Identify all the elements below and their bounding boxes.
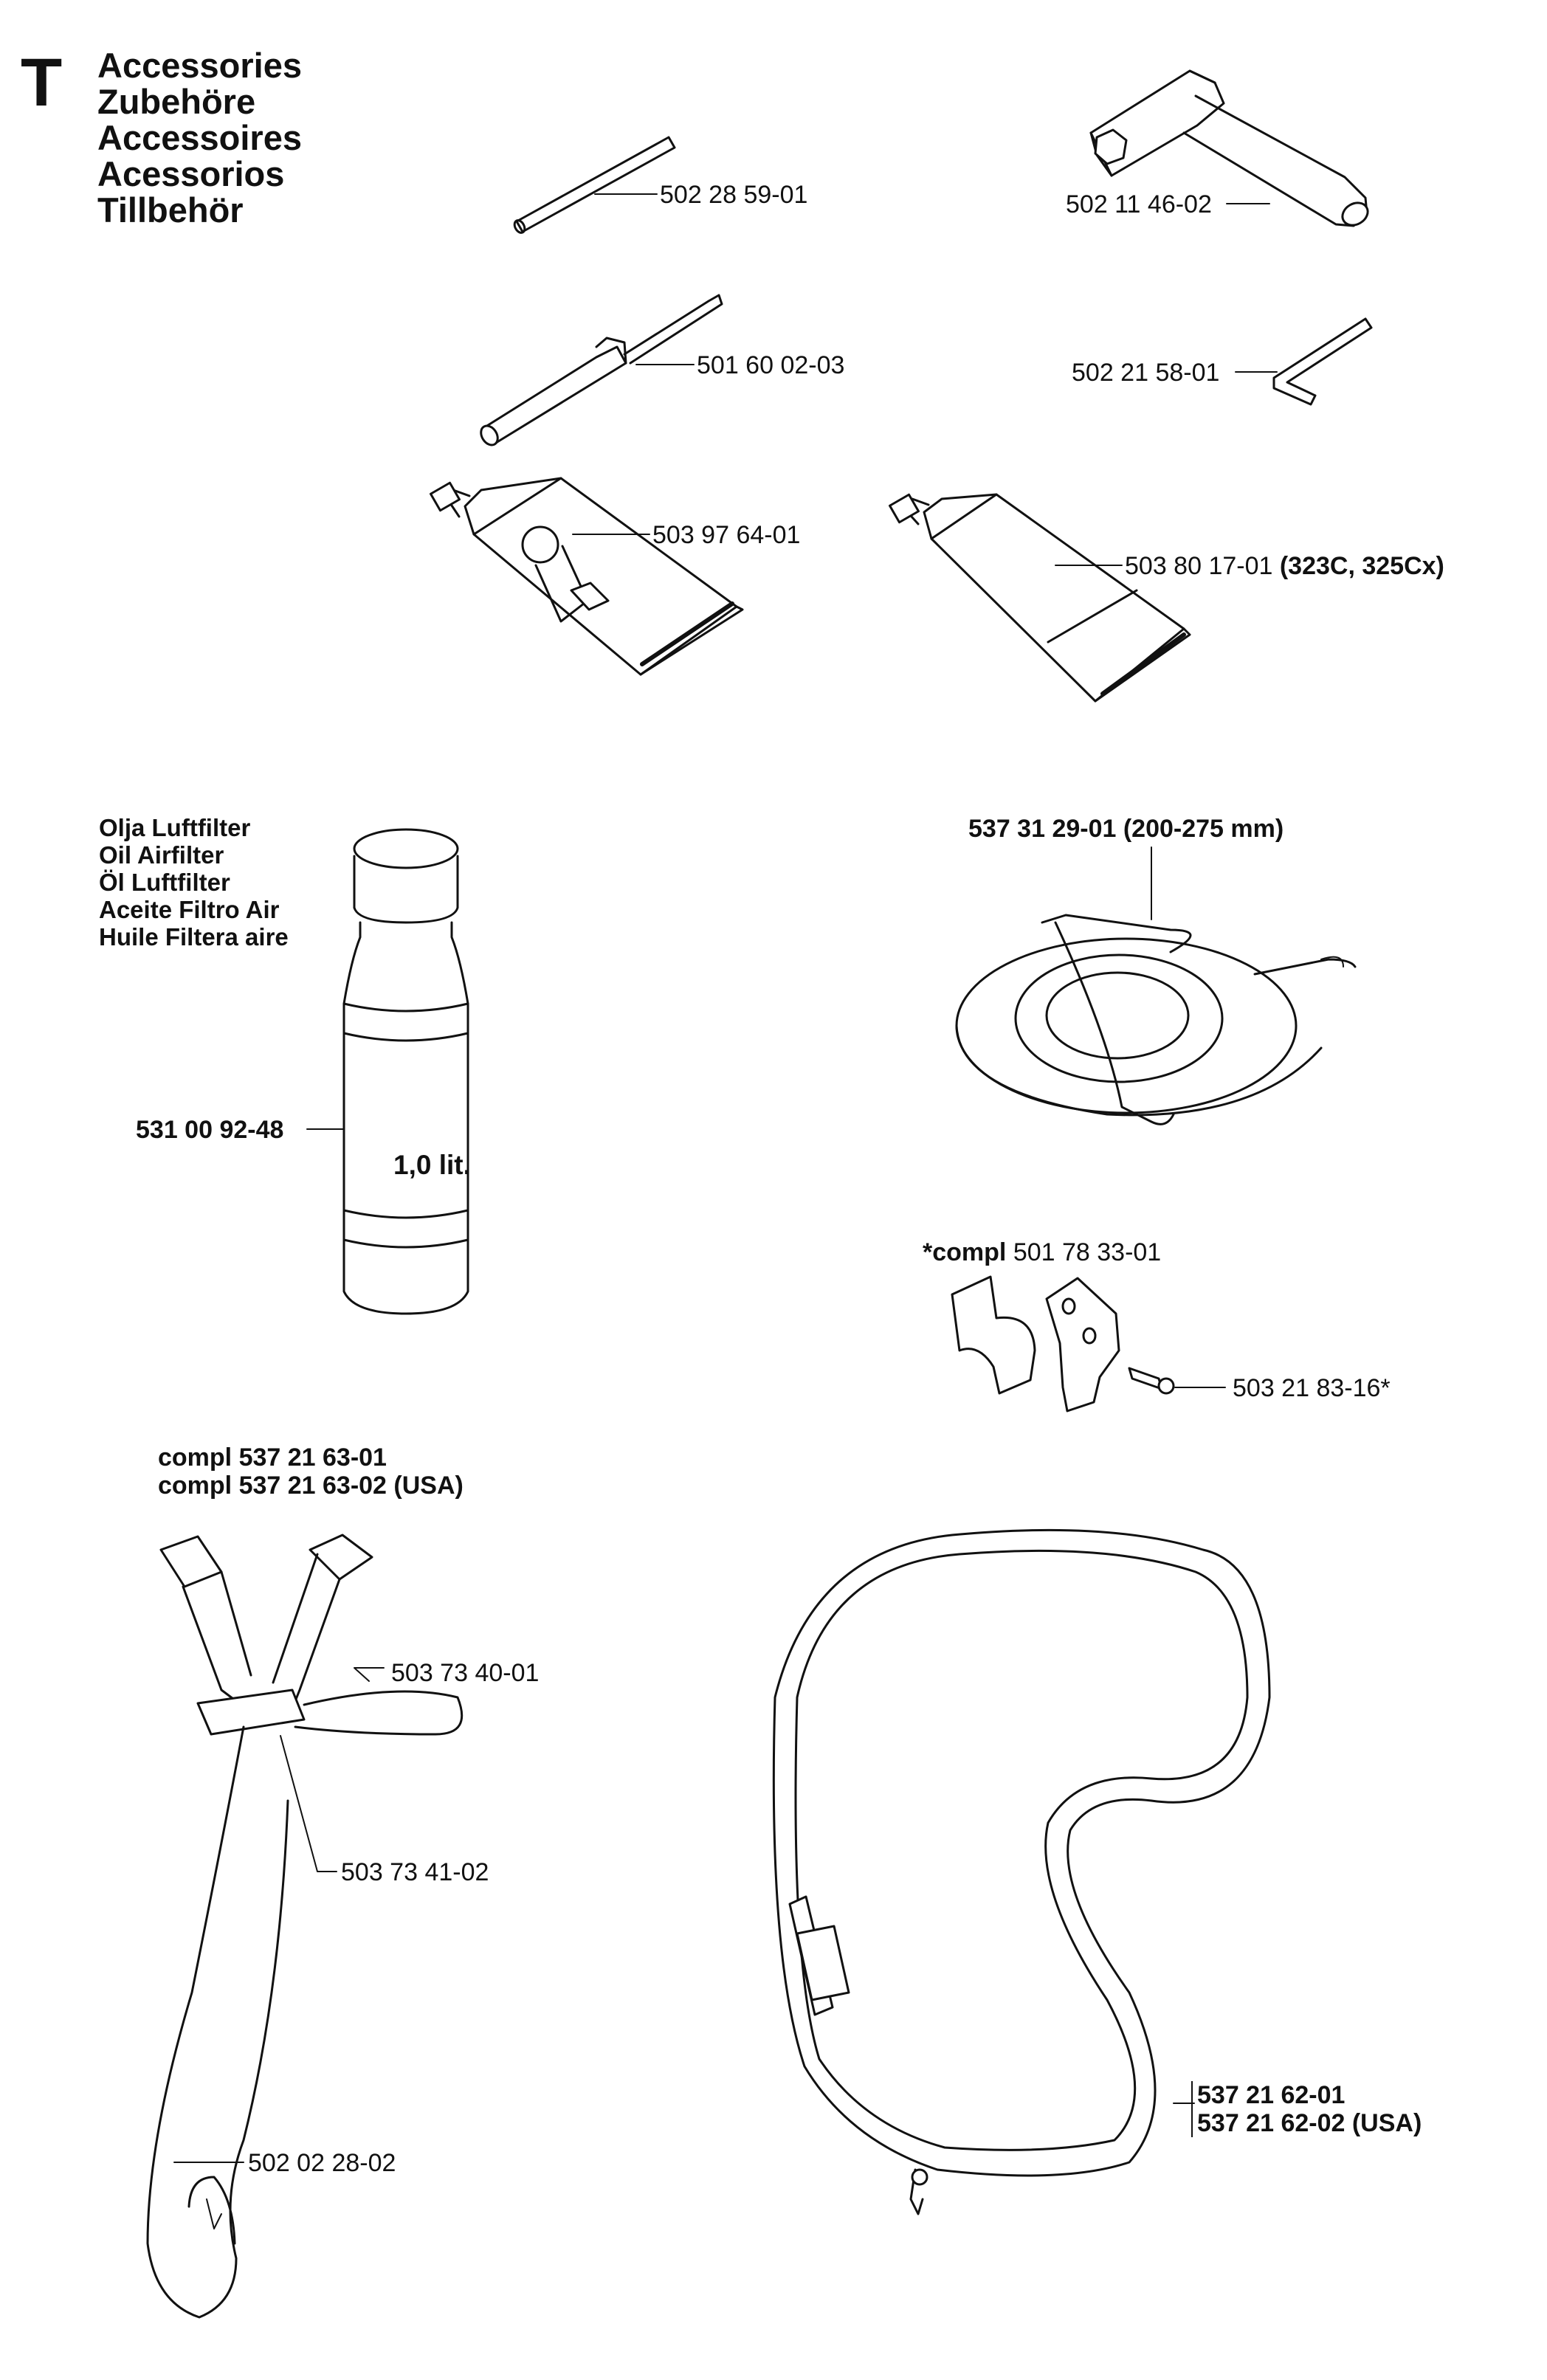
screwdriver-drawing [478,295,722,448]
part-number-p10: 503 21 83-16* [1233,1374,1391,1402]
section-letter: T [21,45,63,120]
harness-part-numbers [158,1443,464,1500]
title-en: Accessories [97,46,302,85]
rod-drawing [512,137,675,235]
part-number-p1: 502 28 59-01 [660,181,808,209]
oil-titles [99,814,289,951]
part-number-p11-line1: compl 537 21 63-01 [158,1443,387,1472]
part-number-p6-num: 503 80 17-01 [1125,552,1273,580]
title-de: Zubehöre [97,82,256,121]
leader-p12 [354,1668,384,1681]
page-titles [97,47,302,228]
part-number-p15-line2: 537 21 62-02 (USA) [1197,2109,1422,2137]
oil-bottle-drawing [344,829,468,1314]
part-number-p8: 531 00 92-48 [136,1116,284,1144]
part-number-p6-note: (323C, 325Cx) [1279,552,1444,580]
grease-tube-drawing [431,478,743,675]
grease-tube-drawing-2 [890,494,1190,701]
clamp-kit-drawing [952,1277,1174,1411]
harness-drawing [148,1535,462,2317]
trimmer-guard-drawing [957,915,1355,1124]
part-number-p14: 502 02 28-02 [248,2149,396,2177]
title-es: Acessorios [97,154,285,193]
leader-p13 [280,1736,337,1872]
part-number-p12: 503 73 40-01 [391,1659,540,1687]
part-number-p5: 503 97 64-01 [652,521,801,549]
oil-title-fr: Huile Filtera aire [99,923,289,951]
part-number-p13: 503 73 41-02 [341,1858,489,1886]
part-number-p3: 501 60 02-03 [697,351,845,379]
oil-title-de: Öl Luftfilter [99,869,230,896]
part-number-p6 [1125,553,1444,579]
hex-key-drawing [1274,319,1371,404]
part-number-p15-line1: 537 21 62-01 [1197,2081,1346,2109]
part-number-p11-line2: compl 537 21 63-02 (USA) [158,1472,464,1500]
strap-part-numbers [1191,2081,1422,2137]
title-fr: Accessoires [97,118,302,157]
part-number-p9-prefix: *compl [923,1238,1007,1266]
title-sv: Tillbehör [97,190,244,230]
oil-title-es: Aceite Filtro Air [99,896,280,923]
part-number-p4: 502 21 58-01 [1072,359,1220,387]
bottle-volume-label: 1,0 lit. [393,1150,471,1180]
oil-title-sv: Olja Luftfilter [99,814,251,841]
part-number-p9 [923,1240,1161,1265]
part-number-p9-num: 501 78 33-01 [1013,1238,1162,1266]
part-number-p7: 537 31 29-01 (200-275 mm) [968,815,1284,843]
oil-title-en: Oil Airfilter [99,841,224,869]
part-number-p2: 502 11 46-02 [1066,190,1212,218]
